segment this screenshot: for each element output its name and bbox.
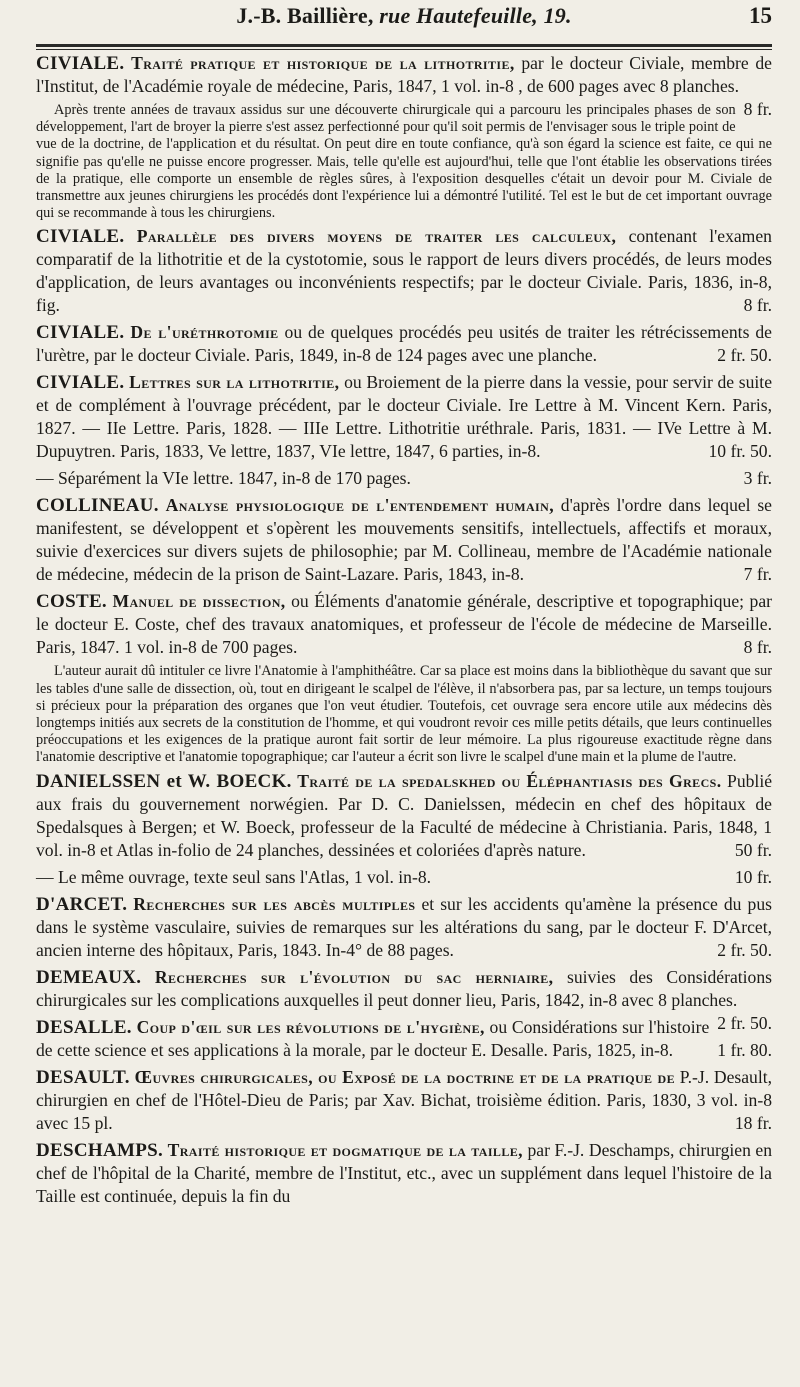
entry-author: CIVIALE. <box>36 53 125 74</box>
entry-author: DEMEAUX. <box>36 966 142 988</box>
entry-body: ou Broiement de la pierre dans la vessie, pour servir de suite et de complément à l'ouvrage précédent, par le docteur Civiale. Ire Lettre à M. Vincent Kern. Paris, 1827. — IIe Lettre. Paris, 1828. — IIIe Lettre. Lithotritie uréthrale. Paris, 1831. — IVe Lettre à M. Dupuytren. Paris, 1833, Ve lettre, 1837, VIe lettre, 1847, 6 parties, in-8. <box>36 372 773 462</box>
entry-title: Coup d'œil sur les révolutions de l'hygiène, <box>136 1016 485 1037</box>
entry-title: Traité pratique et historique de la lithotritie, <box>131 53 515 73</box>
catalogue-entry <box>36 1066 772 1135</box>
entry-body: P.-J. Desault, chirurgien en chef de l'Hôtel-Dieu de Paris; par Xav. Bichat, troisième édition. Paris, 1830, 3 vol. in-8 avec 15 pl. <box>36 1066 772 1133</box>
entry-price: 8 fr. <box>743 637 772 658</box>
catalogue-entry <box>36 52 772 119</box>
entry-note: L'auteur aurait dû intituler ce livre l'Anatomie à l'amphithéâtre. Car sa place est moins dans la bibliothèque du savant que sur les tables d'une salle de dissection, où, tout en dirigeant le scalpel de l'élève, il n'absorbera pas, par sa lecture, un temps toujours si précieux pour la préparation des organes que l'on veut étudier. Toutefois, cet ouvrage sera encore utile aux médecins dès longtemps initiés aux secrets de la constitution de l'homme, et qui voudront revoir ces mille petits détails, que leurs continuelles préoccupations et les exigences de la pratique auront fait sortir de leur mémoire. La plus rigoureuse exactitude règne dans l'anatomie descriptive et l'anatomie topographique; car l'auteur a écrit son livre le scalpel d'une main et la plume de l'autre. <box>36 663 772 766</box>
entry-author: CIVIALE. <box>36 372 125 394</box>
catalogue-entry <box>36 1016 772 1062</box>
catalogue-entry <box>36 590 772 659</box>
page-number: 15 <box>749 3 772 28</box>
entry-body: suivies des Considérations chirurgicales sur les complications auxquelles il peut donner lieu, Paris, 1842, in-8 avec 8 planches. <box>36 966 772 1010</box>
entry-body: ou Éléments d'anatomie générale, descriptive et topographique; par le docteur E. Coste, chef des travaux anatomiques, et professeur de l'école de médecine de Marseille. Paris, 1847. 1 vol. in-8 de 700 pages. <box>36 591 773 658</box>
entry-author: DESALLE. <box>36 1016 132 1038</box>
entry-body: ou Considérations sur l'histoire de cette science et ses applications à la morale, par le docteur E. Desalle. Paris, 1825, in-8. <box>36 1016 710 1060</box>
entry-author: CIVIALE. <box>36 226 125 248</box>
catalogue-entry <box>36 494 772 586</box>
entry-sub-text: — Le même ouvrage, texte seul sans l'Atlas, 1 vol. in-8. <box>36 866 432 887</box>
entry-price: 18 fr. <box>734 1112 772 1133</box>
entry-title: Manuel de dissection, <box>112 591 286 612</box>
entry-sub-item <box>36 866 772 889</box>
catalogue-entry <box>36 321 772 367</box>
entry-price: 2 fr. 50. <box>717 1012 772 1033</box>
entry-sub-price: 3 fr. <box>743 468 772 489</box>
catalogue-entries <box>36 52 772 1208</box>
catalogue-entry <box>36 371 772 463</box>
entry-title: Traité historique et dogmatique de la taille, <box>167 1139 523 1160</box>
page-header <box>36 0 772 52</box>
entry-body: Publié aux frais du gouvernement norwégien. Par D. C. Danielssen, médecin en chef des hôpitaux de Spedalsques à Bergen; et W. Boeck, professeur de la Faculté de médecine à Christiania. Paris, 1848, 1 vol. in-8 et Atlas in-folio de 24 planches, dessinées et coloriées d'après nature. <box>36 770 773 860</box>
running-head-address: rue Hautefeuille, 19. <box>379 3 572 28</box>
entry-price: 2 fr. 50. <box>717 939 772 960</box>
entry-sub-text: — Séparément la VIe lettre. 1847, in-8 de 170 pages. <box>36 468 411 489</box>
entry-price: 50 fr. <box>734 839 772 860</box>
entry-author: DANIELSSEN et W. BOECK. <box>36 770 292 792</box>
entry-body: et sur les accidents qu'amène la présence du pus dans le système vasculaire, suivies de remarques sur les altérations du sang, par le docteur F. D'Arcet, ancien interne des hôpitaux, Paris, 1843. In-4° de 88 pages. <box>36 893 772 960</box>
entry-body: contenant l'examen comparatif de la lithotritie et de la cystotomie, sous le rapport de leurs divers procédés, de leurs modes d'application, de leurs avantages ou inconvénients respectifs; par le docteur Civiale. Paris, 1836, in-8, fig. <box>36 226 772 316</box>
entry-price: 10 fr. 50. <box>708 441 772 462</box>
entry-price: 2 fr. 50. <box>717 345 772 366</box>
entry-body: par F.-J. Deschamps, chirurgien en chef de l'hôpital de la Charité, membre de l'Institut, etc., avec un supplément dans lequel l'histoire de la Taille est continuée, depuis la fin du <box>36 1139 772 1206</box>
header-rule-thick <box>36 44 772 47</box>
entry-body: par le docteur Civiale, membre de l'Institut, de l'Académie royale de médecine, Paris, 1847, 1 vol. in-8 , de 600 pages avec 8 planches. <box>36 53 772 96</box>
entry-title: Analyse physiologique de l'entendement humain, <box>165 495 554 516</box>
entry-title: Traité de la spedalskhed ou Éléphantiasis des Grecs. <box>297 770 722 791</box>
entry-author: DESCHAMPS. <box>36 1139 164 1161</box>
entry-title: Lettres sur la lithotritie, <box>129 372 340 393</box>
header-rule-thin <box>36 49 772 50</box>
running-head <box>36 3 772 29</box>
entry-author: DESAULT. <box>36 1066 130 1088</box>
entry-price: 8 fr. <box>743 99 772 119</box>
entry-sub-price: 10 fr. <box>734 866 772 887</box>
entry-price: 8 fr. <box>743 295 772 316</box>
entry-note: Après trente années de travaux assidus sur une découverte chirurgicale qui a parcouru les principales phases de son développement, l'art de broyer la pierre s'est assez perfectionné pour qu'il soit permis de l'envisager sous le triple point de vue de la doctrine, de l'application et du résultat. On peut dire en toute confiance, qu'à son égard la science est faite, ce qui ne signifie pas qu'elle ne puisse encore progresser. Mais, telle qu'elle est aujourd'hui, telle que l'ont établie les observations tirées de la pratique, elle comporte un ensemble de règles sûres, à l'exposition desquelles c'était un devoir pour M. Civiale de transmettre aux jeunes chirurgiens les procédés dont l'expérience lui a démontré l'utilité. Tel est le but de cet important ouvrage qui se recommande à tous les chirurgiens. <box>36 102 772 222</box>
entry-sub-item <box>36 467 772 490</box>
entry-title: Recherches sur l'évolution du sac herniaire, <box>154 966 554 987</box>
entry-price: 7 fr. <box>743 564 772 585</box>
catalogue-entry <box>36 1139 772 1208</box>
catalogue-entry <box>36 225 772 317</box>
entry-title: Recherches sur les abcès multiples <box>133 893 416 914</box>
entry-author: COSTE. <box>36 591 107 613</box>
catalogue-entry <box>36 893 772 962</box>
entry-body: ou de quelques procédés peu usités de traiter les rétrécissements de l'urètre, par le docteur Civiale. Paris, 1849, in-8 de 124 pages avec une planche. <box>36 322 772 366</box>
entry-author: CIVIALE. <box>36 322 125 344</box>
running-head-publisher: J.-B. Baillière, <box>236 3 374 28</box>
entry-title: Œuvres chirurgicales, ou Exposé de la doctrine et de la pratique de <box>134 1066 676 1087</box>
entry-title: Parallèle des divers moyens de traiter les calculeux, <box>136 226 617 247</box>
entry-author: D'ARCET. <box>36 893 128 915</box>
entry-author: COLLINEAU. <box>36 495 159 517</box>
catalogue-entry <box>36 770 772 862</box>
entry-price: 1 fr. 80. <box>717 1039 772 1060</box>
entry-title: De l'uréthrotomie <box>130 322 279 343</box>
entry-body: d'après l'ordre dans lequel se manifestent, se développent et s'opèrent les mouvements sensitifs, intellectuels, affectifs et moraux, suivie d'exercices sur divers sujets de philosophie; par M. Collineau, membre de l'Académie nationale de médecine, médecin de la prison de Saint-Lazare. Paris, 1843, in-8. <box>36 495 772 585</box>
